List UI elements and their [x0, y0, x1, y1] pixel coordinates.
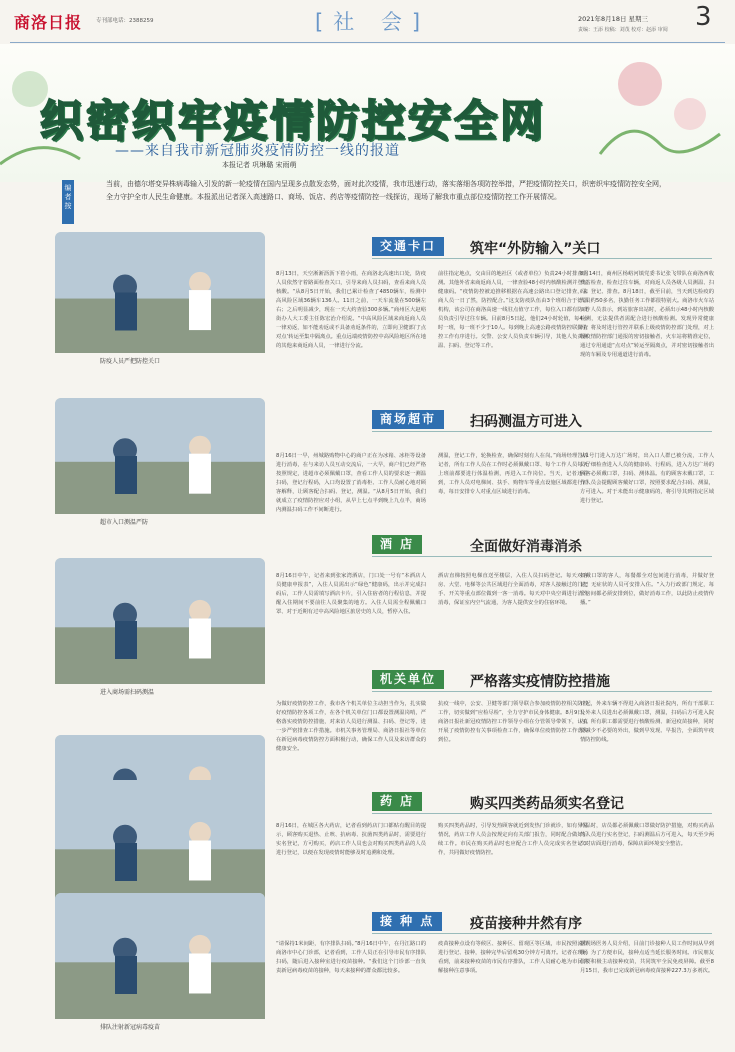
article-column: 8月14日，商州区杨峪河镇党委书记张飞带队在商洛西收费站检查，检查过往车辆，对商返人员各级人员测温、扫码、登记、排查。8月18日，截至目前，当天到达检疫的人员约50多名，执勤任务工作都很特别大。商洛市火车站工作人员表示，到站旅客出站时，必须出示48小时内核酸检测，无法提供者需配合进行核酸检测。发现异常健康码，将及时进行管控并联系上级疫情防控部门处理，对上级疫情防控部门通报的密切接触者，火车站将精准定位，通过专用通道“点对点”转运至隔离点，并对密切接触者出现的车厢及专用通道进行消毒。: [580, 271, 714, 358]
section-photo: [55, 398, 265, 514]
header-divider: [10, 42, 725, 43]
editor-note-tag: 编者按: [62, 180, 74, 224]
article-column: 测温，登记工作，轮换检查，确保时刻有人在岗。”商场经理告诉记者，所有工作人员在工作时必须佩戴口罩、每个工作人员每天上班前都要进行体温检测，再进入工作岗位。当天，记者还看到，工作人员对电梯间、扶手、购物车等重点设施区域都进行消毒，每日安排专人对重点区域进行消毒。: [438, 453, 588, 495]
sub-headline: ——来自我市新冠肺炎疫情防控一线的报道: [115, 143, 400, 159]
editor-credits: 责编：王添 校稿：刘茂 校对：赵添 审阅: [578, 27, 668, 33]
section-title: 筑牢“外防输入”关口: [470, 241, 601, 257]
section-rule: [372, 813, 712, 814]
article-column: 8月16日，在城区各大药店，记者看到药店门口都贴有醒目的提示，顾客购买退热、止咳、抗病毒、抗菌四类药品时，需要进行实名登记，方可购买，药店工作人员也会对购买四类药品的人员进行登记，以便在发现疫情时能够及时追溯和处理。: [276, 823, 426, 856]
section-photo: [55, 232, 265, 353]
article-column: 抗疫一线中，公安、卫健等部门领导联合参加疫情防控相关防控工作，切实做到“应检尽检”，全力守护市民身体健康。8月9日，商洛日报社新冠疫情防控工作领导小组在分管领导带领下，认真开展了疫情防控有关事项检查工作，确保单位疫情防控工作落实到位。: [438, 701, 588, 743]
section-tag: 药 店: [372, 792, 422, 811]
article-column: 8月16日一早，州城路购物中心的商户正在为冰箱、冰柜等设备进行消毒，在与来访人员互动交流后，一大早，商户们已经严格按照规定，进超市必须佩戴口罩，查看工作人员的要求逐一测温扫码，登记行程码，入口均设置了消毒柜、工作人员耐心地对顾客解释，让顾客配合扫码、登记，测温。“从8月5日开始，我们就成立了疫情防控应对小组，从早上七点半到晚上九点半，商场内测温扫码工作不间断进行。: [276, 453, 426, 513]
article-column: 据现场医务人员介绍，目前门诊接种人员工作时间从早到晚，为了方便市民，接种点适当延长服务时间。市民朋友们要积极主动接种疫苗，共同筑牢全民免疫屏障。截至8月15日，我市已完成新冠病毒疫苗接种227.3万多剂次。: [580, 941, 714, 974]
section-rule: [372, 691, 712, 692]
section-tag: 商场超市: [372, 410, 444, 429]
section-photo: [55, 893, 265, 1019]
article-column: 为做好疫情防控工作，我市各个机关单位主动担当作为，扎实做好疫情防控各项工作，在各个机关单位门口都设置测温岗哨，严格落实疫情防控措施，对来访人员进行测温、扫码、登记等，进一步严密排查工作措施。市机关事务管理局、商洛日报社等单位在新冠病毒疫情防控方面积极行动，确保工作人员及来访群众的健康安全。: [276, 701, 426, 752]
section-tag: 酒 店: [372, 535, 422, 554]
article-column: 从1号门进入万达广场时，出入口人群已被分流，工作人员仔细检查进入人员的健康码、行程码，进入方达广场的顾客必须戴口罩，扫码、测体温。有的顾客未戴口罩，工作人员会提醒顾客戴好口罩，按照要求配合扫码、测温，方可进入。对于未能出示健康码的，将引导其到指定区域进行登记。: [580, 453, 714, 504]
photo-caption: 排队注射新冠病毒疫苗: [100, 1024, 161, 1031]
section-title: 扫码测温方可进入: [470, 414, 582, 430]
section-title: 全面做好消毒消杀: [470, 539, 582, 555]
photo-caption: 超市入口测温严防: [100, 519, 149, 526]
main-headline: 织密织牢疫情防控安全网: [40, 97, 546, 147]
article-column: 疫苗接种点设有等候区、接种区、留观区等区域，市民按照流程进行登记、接种，接种完毕后留观30分钟方可离开。记者在现场看到，前来接种疫苗的市民有序排队，工作人员耐心地为市民讲解接种注意事项。: [438, 941, 588, 974]
section-name: [社 会]: [315, 10, 431, 34]
article-column: 8月13日，天空淅淅沥沥下着小雨，在商洛北高速出口处，防疫人员依然守着路面检查关口，引导来商人员扫码，查看来商人员核酸。“从8月5日开始，我们已累计检查了4850辆车，检测中高风险区域36辆车136人。11日之前，一天车流量在500辆左右；之后明显减少，现在一天大约查验300多辆。”商州区大赵峪街办人大工委主任陈宏治介绍说。“中高风险区域来商返商人员一律劝返，如不能劝返或不具备劝返条件的，立即向卫健部门‘点对点’转运至集中隔离点。重点远端疫情防控中高风险地区所在地的其他来商返商人员，一律进行分流。: [276, 271, 426, 349]
article-column: 如戴口罩的客人，每餐都全对包间进行消毒，并做好登记，无症状的人员可安排入住。“入力行政部门规定，每个房间都必须安排到位，做好消毒工作，以此防止疫情传播。”: [580, 573, 714, 606]
photo-caption: 防疫人员严把防控关口: [100, 358, 161, 365]
article-column: 酒店直梯按照电梯直送至楼层，入住人员扫码登记。每天对客房、大堂、电梯等公共区域进行全面消毒，对客人接触过的门把手、开关等重点部位做到一客一消毒。每天对中央空调进行清洗消毒，保证室内空气流通，为客人提供安全的住宿环境。: [438, 573, 588, 606]
issue-date: 2021年8月18日 星期三: [578, 15, 649, 23]
article-column: 日起，外来车辆不得进入商洛日报社院内，所有干部职工及外来人员进出必须佩戴口罩，测温，扫码后方可进入院内。所有职工都需要进行核酸检测、新冠疫苗接种，同时要减少不必要的外出，做到早发现、早报告，全面筑牢疫情防控防线。: [580, 701, 714, 743]
section-tag: 机关单位: [372, 670, 444, 689]
article-column: 药品时，店员都必须佩戴口罩做好防护措施，对购买药品的人员进行实名登记，扫码测温后方可进入，每天至少两次对店面进行消毒，保障店面环境安全整洁。: [580, 823, 714, 847]
section-title: 严格落实疫情防控措施: [470, 674, 610, 690]
section-title: 购买四类药品须实名登记: [470, 796, 624, 812]
section-rule: [372, 933, 712, 934]
section-tag: 接 种 点: [372, 912, 442, 931]
masthead: [10, 2, 725, 38]
section-photo: [55, 780, 265, 906]
page-number: 3: [695, 2, 712, 32]
article-column: 8月16日中午，记者来到张家湾酒店，门口处一号有“本酒店人员健康申报表”，入住人员需出示“绿色”健康码，出示并完成扫码后，工作人员需填写酒店卡片，引入住宿者的行程信息，并提醒入住期间不要前往人员聚集的地方。入住人员需全程佩戴口罩、对于近期有过中高风险地区旅居史的人员，暂停入住。: [276, 573, 426, 615]
photo-caption: 进入商场需扫码测温: [100, 689, 155, 696]
article-column: 购买四类药品时，引导发热顾客就近到发热门诊就诊，如有异常情况，药店工作人员会按规定向有关部门报告，同时配合做好后续工作。市民在购买药品时也应配合工作人员完成实名登记工作，共同做好疫情防控。: [438, 823, 588, 856]
section-tag: 交通卡口: [372, 237, 444, 256]
section-rule: [372, 431, 712, 432]
section-title: 疫苗接种井然有序: [470, 916, 582, 932]
hotline-text: 专刊部电话：2388259: [96, 18, 154, 24]
byline: 本报记者 巩琳璐 宋雨萌: [222, 161, 297, 169]
article-column: 前往指定地点，交由目的地社区（或者单位）负责24小时排查监测。其他外省来商返商人员，一律查验48小时内核酸检测并登记健康码。“疫情防控被迫推移根据在高速公路出口登记排查，来商人员一日了然，防控配合。”这支防疫队伍由3个班组合于德阳机构，该公司在商洛高速一线驻点值守工作，每位入口都有防疫员负责引导过往车辆。目前8月5日起，他们24小时轮值，每4小时一班，每一班不少于10人。每到晚上高速公路疫情防控联勤查控工作有序进行。交警、公安人员负责车辆引导，其他人负责测温、扫码、登记等工作。: [438, 271, 588, 349]
section-photo: [55, 558, 265, 684]
article-column: “请保持1米间距，有序排队扫码。”8月16日中午，在丹江路口的商洛市中心门诊部，记者看到，工作人员正在引导市民有序排队扫码，随后进入接种室进行疫苗接种。“我们这个门诊部一直负责新冠病毒疫苗的接种，每天来接种的群众都比较多。: [276, 941, 426, 974]
newspaper-logo: 商洛日报: [14, 13, 83, 32]
section-rule: [372, 556, 712, 557]
section-rule: [372, 258, 712, 259]
editor-note: 当前，由德尔塔变异株病毒输入引发的新一轮疫情在国内呈现多点散发态势，面对此次疫情，我市迅速行动，落实落细各项防控举措，严把疫情防控关口，织密织牢疫情防控安全网，全力守护全市人民生命健康。本报派出记者深入高速路口、商场、饭店、药店等疫情防控一线探访，现场了解我市重点部位疫情防控工作开展情况。: [106, 180, 666, 201]
